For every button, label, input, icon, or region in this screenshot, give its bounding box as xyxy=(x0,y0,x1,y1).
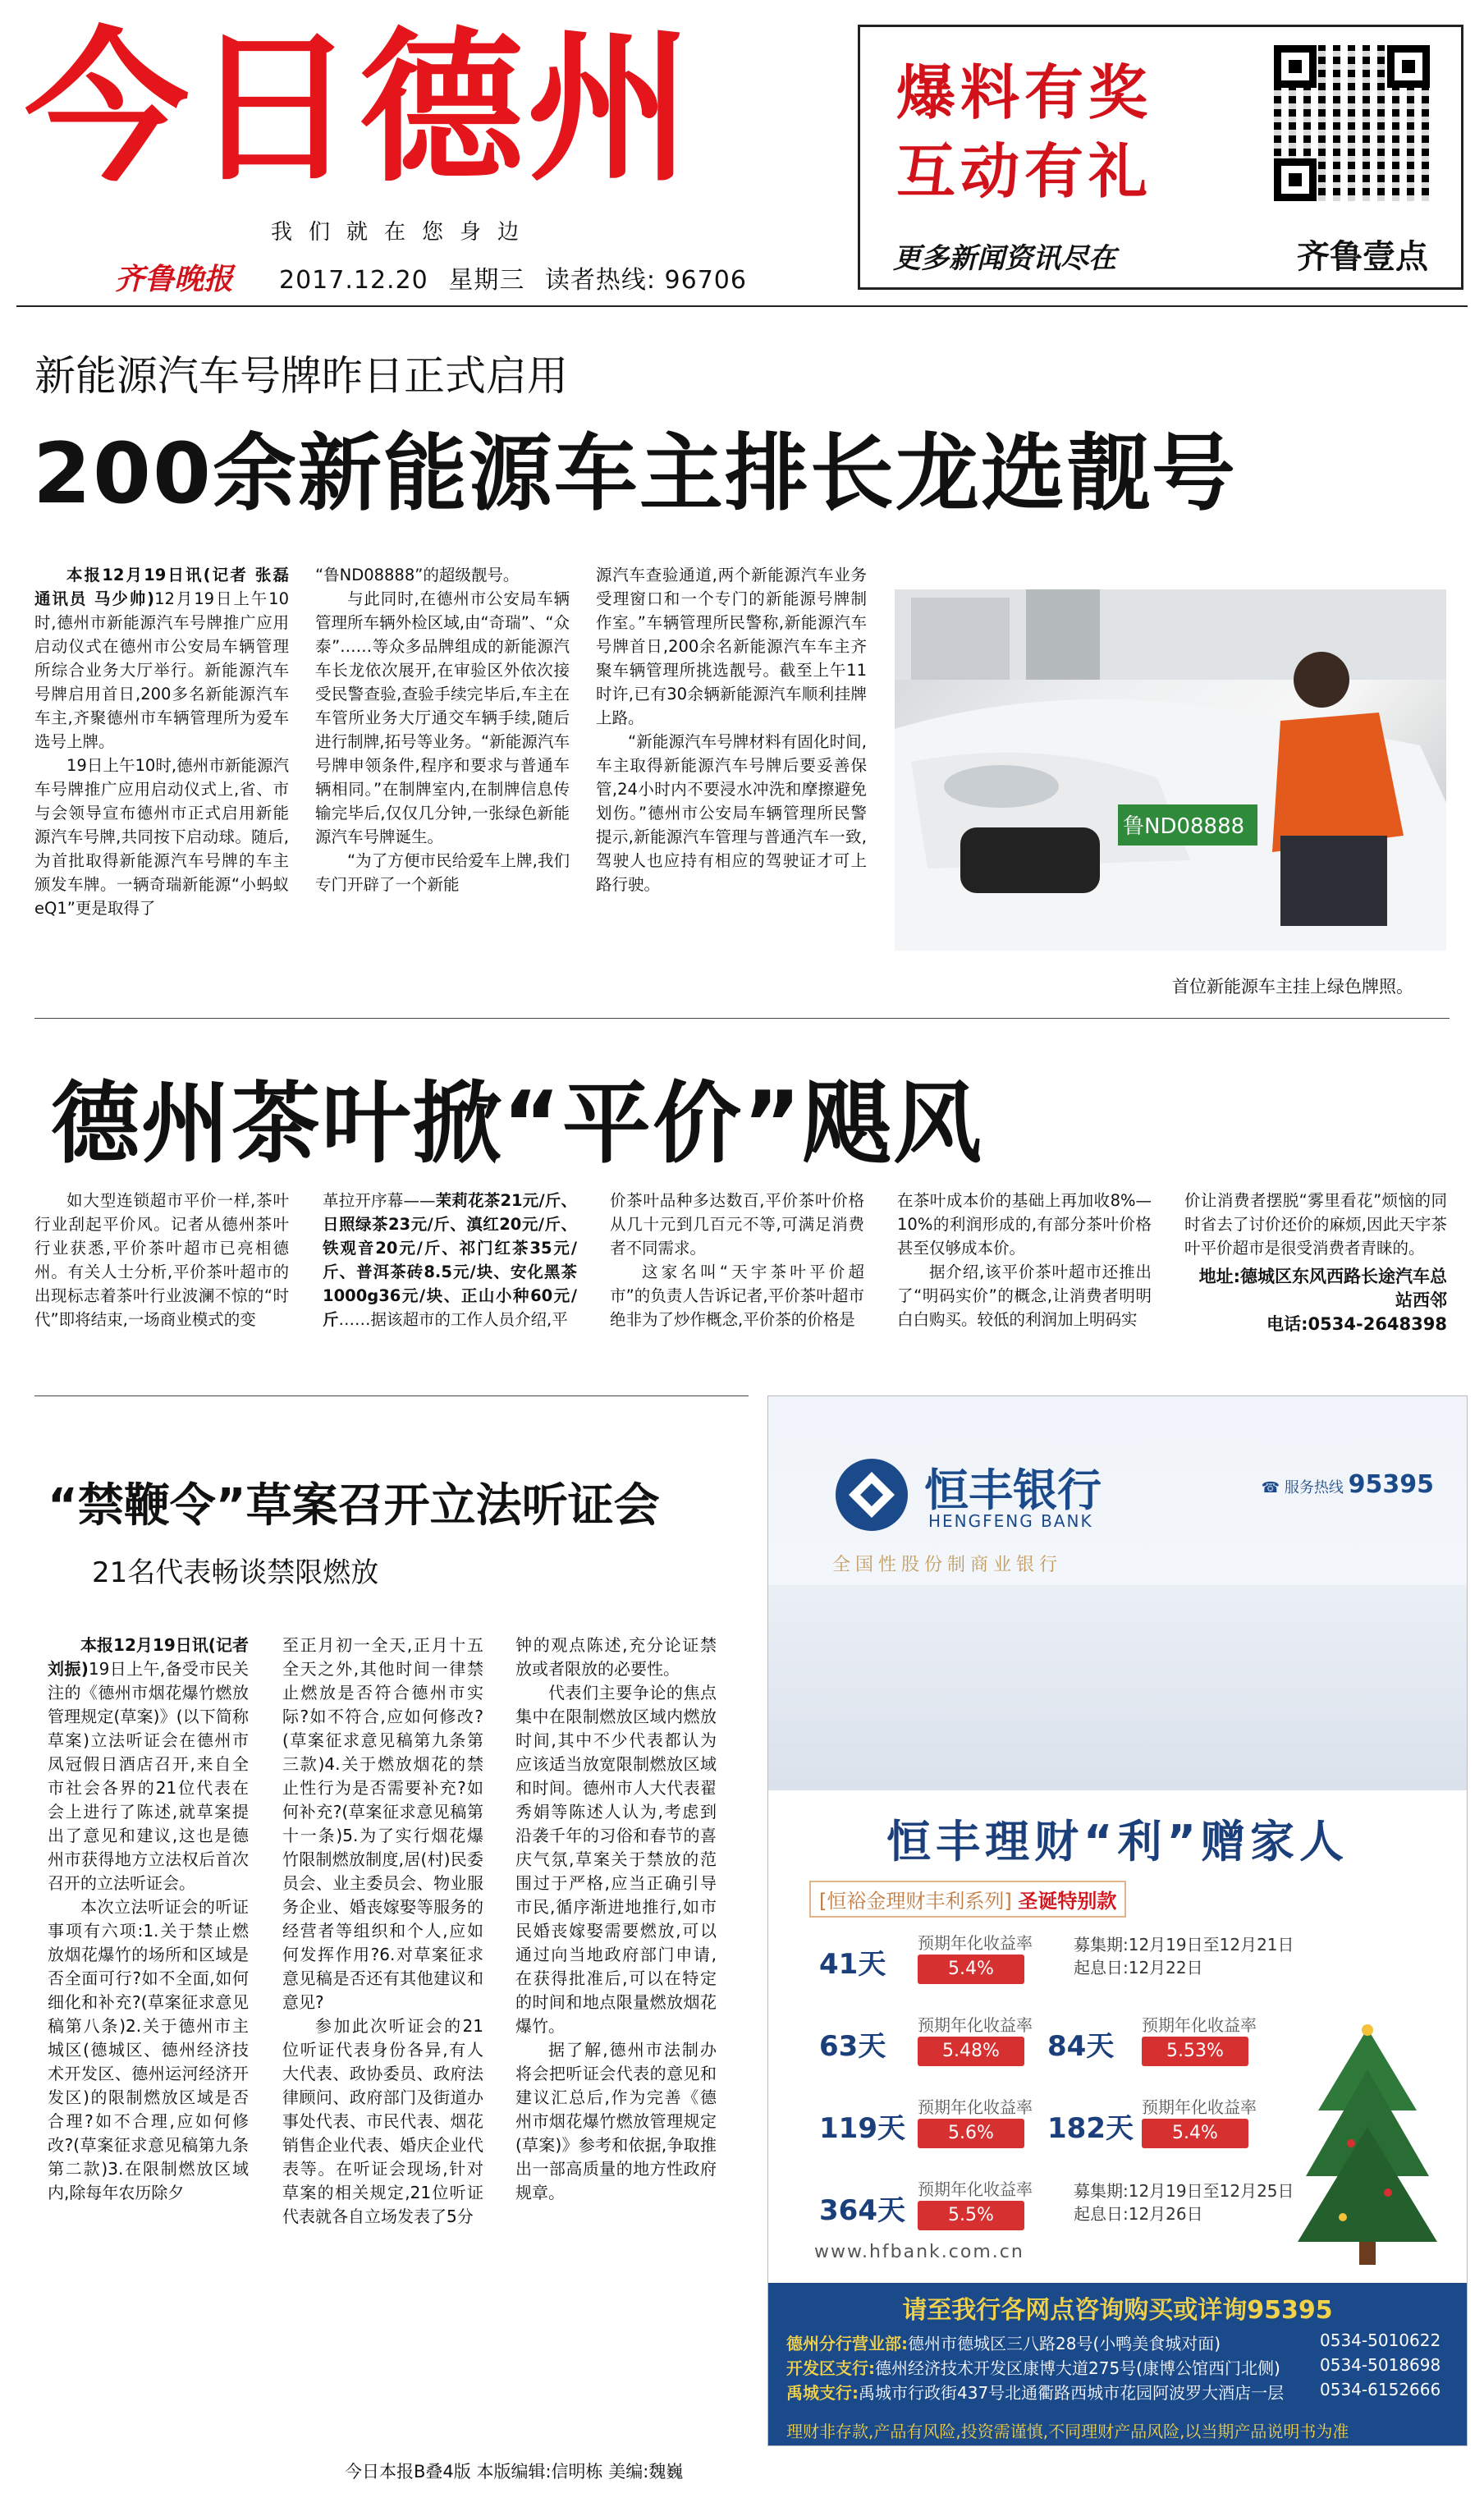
winter-scene xyxy=(768,1585,1467,1790)
promo-line-2: 互动有礼 xyxy=(896,137,1153,206)
article3-col3: 钟的观点陈述,充分论证禁放或者限放的必要性。 代表们主要争论的焦点集中在限制燃放区域内燃放时间,其中不少代表都认为应该适当放宽限制燃放区域和时间。德州市人大代表翟秀娟等陈述人认为,考虑到沿袭千年的习俗和春节的喜庆气氛,草案关于禁放的范围过于严格,应当正确引导市民,循序渐进地推行,如市民婚丧嫁娶需要燃放,可以通过向当地政府部门申请,在获得批准后,可以在特定的时间和地点限量燃放烟花爆竹。 据了解,德州市法制办将会把听证会代表的意见和建议汇总后,作为完善《德州市烟花爆竹燃放管理规定(草案)》参考和依据,争取推出一部高质量的地方性政府规章。 xyxy=(515,1635,717,2202)
article3-col1: 本报12月19日讯(记者 刘振)19日上午,备受市民关注的《德州市烟花爆竹燃放管理规定(草案)》(以下简称草案)立法听证会在德州市凤冠假日酒店召开,来自全市社会各界的21位代表在会上进行了陈述,就草案提出了意见和建议,这也是德州市获得地方立法权后首次召开的立法听证会。 本次立法听证会的听证事项有六项:1.关于禁止燃放烟花爆竹的场所和区域是否全面可行?如不全面,如何细化和补充?(草案征求意见稿第八条)2.关于德州市主城区(德城区、德州经济技术开发区、德州运河经济开发区)的限制燃放区域是否合理?如不合理,应如何修改?(草案征求意见稿第九条第二款)3.在限制燃放区域内,除每年农历除夕 xyxy=(48,1635,250,2202)
risk-disclaimer: 理财非存款,产品有风险,投资需谨慎,不同理财产品风险,以当期产品说明书为准 xyxy=(786,2422,1349,2441)
dateline xyxy=(279,259,747,296)
page-credit: 今日本报B叠4版 本版编辑:信明栋 美编:魏巍 xyxy=(345,2462,684,2482)
masthead-title: 今日德州 xyxy=(25,13,695,204)
qr-code-icon[interactable] xyxy=(1274,45,1430,201)
phone-icon: ☎ xyxy=(1261,1479,1280,1496)
section-divider-2 xyxy=(34,1395,749,1396)
section-divider xyxy=(34,1018,1450,1019)
ad-series: [恒裕金理财丰利系列] 圣诞特别款 xyxy=(809,1881,1126,1918)
bank-name: 恒丰银行 xyxy=(924,1464,1102,1516)
product-63-days[interactable]: 63天 预期年化收益率 5.48% xyxy=(819,2012,1090,2069)
article2-headline: 德州茶叶掀“平价”飓风 xyxy=(51,1073,983,1176)
article1-kicker: 新能源汽车号牌昨日正式启用 xyxy=(34,352,568,400)
issue-date: 2017.12.20 xyxy=(279,266,428,295)
hotline-number: 96706 xyxy=(664,266,747,295)
ad-consult: 请至我行各网点咨询购买或详询95395 xyxy=(902,2296,1333,2325)
bank-logo-icon xyxy=(832,1455,911,1534)
article1-col2: “鲁ND08888”的超级靓号。 与此同时,在德州市公安局车辆管理所车辆外检区域,由“奇瑞”、“众泰”……等众多品牌组成的新能源汽车长龙依次展开,在审验区外依次接受民警查验,查验手续完毕后,车主在车管所业务大厅通交车辆手续,随后进行制牌,拓号等业务。“新能源汽车号牌申领条件,程序和要求与普通车辆相同。”在制牌室内,在制牌信息传输完毕后,仅仅几分钟,一张绿色新能源汽车号牌诞生。 “为了方便市民给爱车上牌,我们专门开辟了一个新能 xyxy=(315,566,570,894)
article3-byline: 本报12月19日讯(记者 刘振) xyxy=(48,1635,249,1679)
article2-col1: 如大型连锁超市平价一样,茶叶行业刮起平价风。记者从德州茶叶行业获悉,平价茶叶超市已亮相德州。有关人士分析,平价茶叶超市的出现标志着茶叶行业波澜不惊的“时代”即将结束,一场商业模式的变 xyxy=(34,1191,289,1329)
bank-tagline: 全国性股份制商业银行 xyxy=(832,1555,1063,1575)
tea-shop-address: 地址:德城区东风西路长途汽车总站西邻 电话:0534-2648398 xyxy=(1198,1267,1447,1334)
article1-col1: 本报12月19日讯(记者 张磊 通讯员 马少帅)12月19日上午10时,德州市新能源汽车号牌推广应用启动仪式在德州市公安局车辆管理所综合业务大厅举行。新能源汽车号牌启用首日,200多名新能源汽车车主,齐聚德州市车辆管理所为爱车选号上牌。 19日上午10时,德州市新能源汽车号牌推广应用启动仪式上,省、市与会领导宣布德州市正式启用新能源汽车号牌,共同按下启动球。随后,为首批取得新能源汽车号牌的车主颁发车牌。一辆奇瑞新能源“小蚂蚁eQ1”更是取得了 xyxy=(34,566,289,918)
bank-name-en: HENGFENG BANK xyxy=(928,1511,1093,1531)
paper-name: 齐鲁晚报 xyxy=(115,262,234,296)
branch-yucheng: 禹城支行:禹城市行政街437号北通衢路西城市花园阿波罗大酒店一层 0534-6152666 xyxy=(786,2380,1441,2403)
product-119-days[interactable]: 119天 预期年化收益率 5.6% xyxy=(819,2094,1090,2152)
car-illustration xyxy=(895,589,1446,951)
article1-headline: 200余新能源车主排长龙选靓号 xyxy=(33,425,1237,523)
article1-col3: 源汽车查验通道,两个新能源汽车业务受理窗口和一个专门的新能源号牌制作室。”车辆管理所民警称,新能源汽车号牌首日,200余名新能源汽车车主齐聚车辆管理所挑选靓号。截至上午11时许,已有30余辆新能源汽车顺利挂牌上路。 “新能源汽车号牌材料有固化时间,车主取得新能源汽车号牌后要妥善保管,24小时内不要浸水冲洗和摩擦避免划伤。”德州市公安局车辆管理所民警提示,新能源汽车管理与普通汽车一致,驾驶人也应持有相应的驾驶证才可上路行驶。 xyxy=(596,566,867,894)
article3-subhead: 21名代表畅谈禁限燃放 xyxy=(92,1556,379,1589)
article3-headline: “禁鞭令”草案召开立法听证会 xyxy=(48,1479,660,1533)
branch-kaifaqu: 开发区支行:德州经济技术开发区康博大道275号(康博公馆西门北侧) 0534-5018698 xyxy=(786,2355,1441,2378)
branch-dezhou: 德州分行营业部:德州市德城区三八路28号(小鸭美食城对面) 0534-5010622 xyxy=(786,2330,1441,2353)
article3-col2: 至正月初一全天,正月十五全天之外,其他时间一律禁止燃放是否符合德州市实际?如不符合,应如何修改?(草案征求意见稿第九条第三款)4.关于燃放烟花的禁止性行为是否需要补充?如何补充?(草案征求意见稿第十一条)5.为了实行烟花爆竹限制燃放制度,居(村)民委员会、业主委员会、物业服务企业、婚丧嫁娶等服务的经营者等组织和个人,应如何发挥作用?6.对草案征求意见稿是否还有其他建议和意见? 参加此次听证会的21位听证代表身份各异,有人大代表、政协委员、政府法律顾问、政府部门及街道办事处代表、市民代表、烟花销售企业代表、婚庆企业代表等。在听证会现场,针对草案的相关规定,21位听证代表就各自立场发表了5分 xyxy=(282,1635,483,2226)
tea-price-list: 茉莉花茶21元/斤、日照绿茶23元/斤、滇红20元/斤、铁观音20元/斤、祁门红茶35元/斤、普洱茶砖8.5元/块、安化黑茶1000g36元/块、正山小种60元/斤 xyxy=(323,1191,577,1329)
article2-col4: 在茶叶成本价的基础上再加收8%—10%的利润形成的,有部分茶叶价格甚至仅够成本价。 据介绍,该平价茶叶超市还推出了“明码实价”的概念,让消费者明明白白购买。较低的利润加上明码实 xyxy=(897,1191,1152,1329)
photo-caption: 首位新能源车主挂上绿色牌照。 xyxy=(1172,977,1413,997)
tea-shop-phone: 0534-2648398 xyxy=(1308,1314,1447,1334)
christmas-tree-icon xyxy=(1294,2020,1441,2266)
bank-url[interactable]: www.hfbank.com.cn xyxy=(814,2242,1024,2262)
product-364-days[interactable]: 364天 预期年化收益率 5.5% 募集期:12月19日至12月25日 起息日:12月26日 xyxy=(819,2176,1443,2234)
hengfeng-bank-ad[interactable] xyxy=(767,1395,1468,2446)
masthead-divider xyxy=(16,305,1468,307)
product-182-days[interactable]: 182天 预期年化收益率 5.4% xyxy=(1047,2094,1343,2152)
article1-byline: 本报12月19日讯(记者 张磊 通讯员 马少帅) xyxy=(34,566,289,608)
article2-col3: 价茶叶品种多达数百,平价茶叶价格从几十元到几百元不等,可满足消费者不同需求。 这家名叫“天宇茶叶平价超市”的负责人告诉记者,平价茶叶超市绝非为了炒作概念,平价茶的价格是 xyxy=(610,1191,864,1329)
product-41-days[interactable]: 41天 预期年化收益率 5.4% 募集期:12月19日至12月21日 起息日:12月22日 xyxy=(819,1930,1443,1987)
article2-col2: 革拉开序幕——茉莉花茶21元/斤、日照绿茶23元/斤、滇红20元/斤、铁观音20元/斤、祁门红茶35元/斤、普洱茶砖8.5元/块、安化黑茶1000g36元/块、正山小种60元/斤……据该超市的工作人员介绍,平 xyxy=(323,1191,577,1329)
promo-line-1: 爆料有奖 xyxy=(896,58,1153,127)
masthead-slogan: 我们就在您身边 xyxy=(271,220,536,245)
promo-more: 更多新闻资讯尽在 xyxy=(893,242,1116,275)
weekday: 星期三 xyxy=(448,266,525,295)
promo-box xyxy=(858,25,1463,290)
promo-brand: 齐鲁壹点 xyxy=(1297,238,1428,276)
product-84-days[interactable]: 84天 预期年化收益率 5.53% xyxy=(1047,2012,1343,2069)
bank-hotline: ☎ 服务热线 95395 xyxy=(1261,1470,1434,1499)
article2-col5: 价让消费者摆脱“雾里看花”烦恼的同时省去了讨价还价的麻烦,因此天宇茶叶平价超市是很受消费者青睐的。 地址:德城区东风西路长途汽车总站西邻 电话:0534-2648398 xyxy=(1184,1189,1447,1336)
ad-title: 恒丰理财“利”赠家人 xyxy=(886,1816,1349,1868)
ad-footer xyxy=(768,2283,1467,2446)
news-photo-new-energy-car xyxy=(895,589,1446,951)
license-plate-text: 鲁ND08888 xyxy=(1123,814,1245,839)
hotline-label: 读者热线: xyxy=(544,266,656,295)
